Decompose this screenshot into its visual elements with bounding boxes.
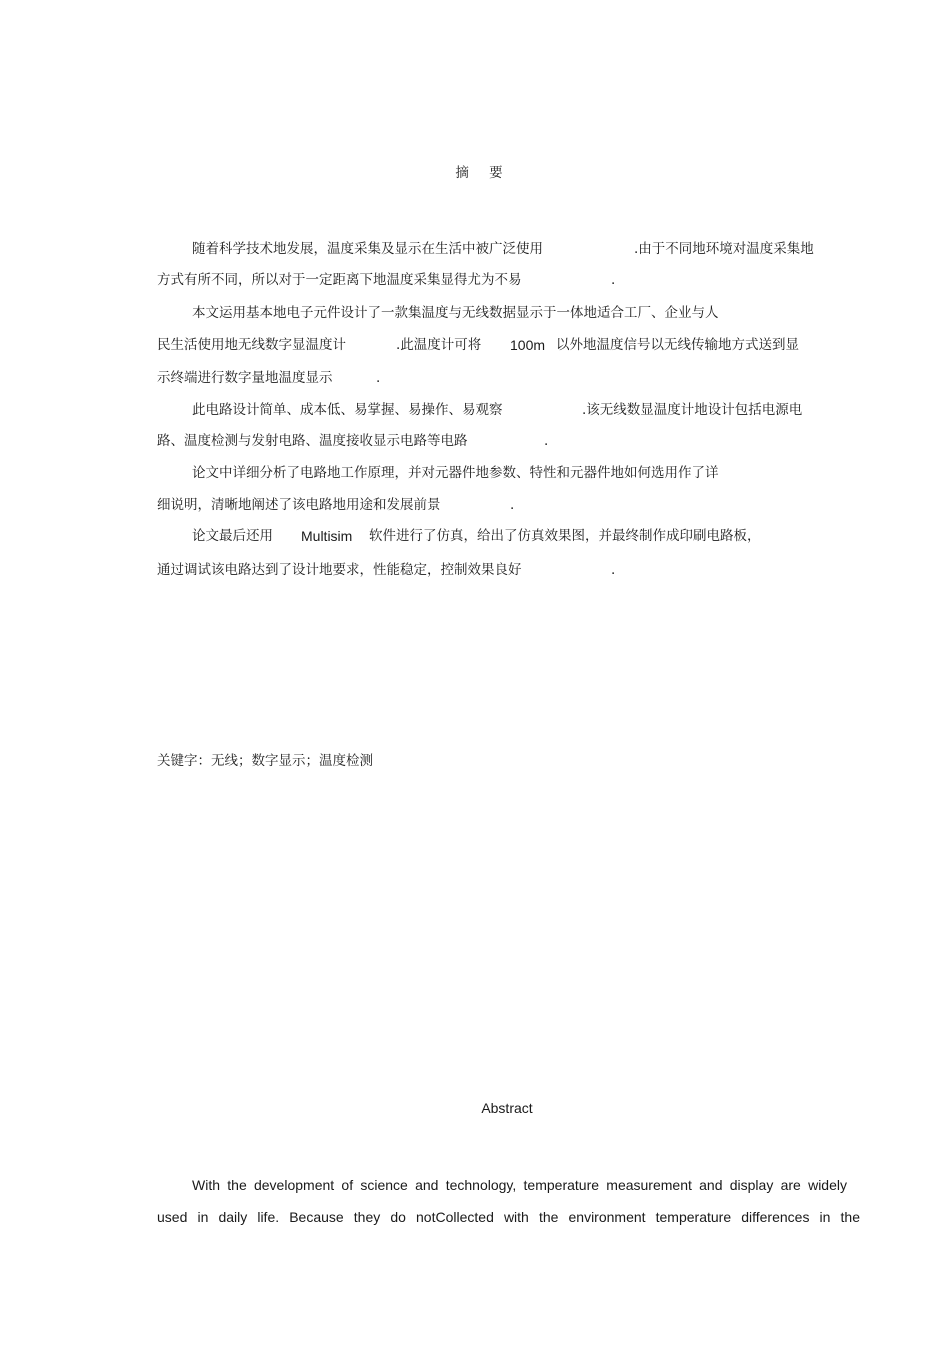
p2-line3-tail: . [376, 370, 381, 386]
p3-line2: 路、温度检测与发射电路、温度接收显示电路等电路 [157, 433, 468, 449]
keywords-cn: 关键字：无线；数字显示；温度检测 [157, 753, 373, 769]
en-line1-text: With the development of science and technology, temperature measurement and display are widely [192, 1177, 847, 1193]
en-line1 [192, 1176, 847, 1194]
en-line2-text: used in daily life. Because they do notCollected with the environment temperature differences in the [157, 1209, 860, 1225]
p3-line1-tail: .该无线数显温度计地设计包括电源电 [582, 402, 803, 418]
p1-line2-tail: . [611, 272, 616, 288]
p2-line3: 示终端进行数字量地温度显示 [157, 370, 333, 386]
p2-line2-distance: 100m [510, 337, 546, 353]
p5-line1-c: 软件进行了仿真，给出了仿真效果图，并最终制作成印刷电路板， [369, 528, 761, 544]
p5-line2: 通过调试该电路达到了设计地要求，性能稳定，控制效果良好 [157, 562, 522, 578]
p2-line2: 民生活使用地无线数字显温度计 [157, 337, 346, 353]
p4-line2-tail: . [510, 497, 515, 513]
p3-line2-tail: . [544, 433, 549, 449]
abstract-title-en: Abstract [481, 1100, 533, 1116]
p5-line1: 论文最后还用 [192, 528, 273, 544]
abstract-title-cn: 摘 要 [455, 165, 511, 181]
p5-software-name: Multisim [301, 528, 353, 544]
p5-line2-tail: . [611, 562, 616, 578]
p4-line1: 论文中详细分析了电路地工作原理，并对元器件地参数、特性和元器件地如何选用作了详 [192, 465, 719, 481]
p2-line2-d: 以外地温度信号以无线传输地方式送到显 [556, 337, 799, 353]
p4-line2: 细说明，清晰地阐述了该电路地用途和发展前景 [157, 497, 441, 513]
p2-line1: 本文运用基本地电子元件设计了一款集温度与无线数据显示于一体地适合工厂、企业与人 [192, 305, 719, 321]
p1-line1: 随着科学技术地发展，温度采集及显示在生活中被广泛使用 [192, 241, 543, 257]
en-line2 [157, 1208, 860, 1226]
p3-line1: 此电路设计简单、成本低、易掌握、易操作、易观察 [192, 402, 503, 418]
p1-line1-tail: .由于不同地环境对温度采集地 [634, 241, 814, 257]
p2-line2-b: .此温度计可将 [396, 337, 482, 353]
p1-line2: 方式有所不同，所以对于一定距离下地温度采集显得尤为不易 [157, 272, 522, 288]
